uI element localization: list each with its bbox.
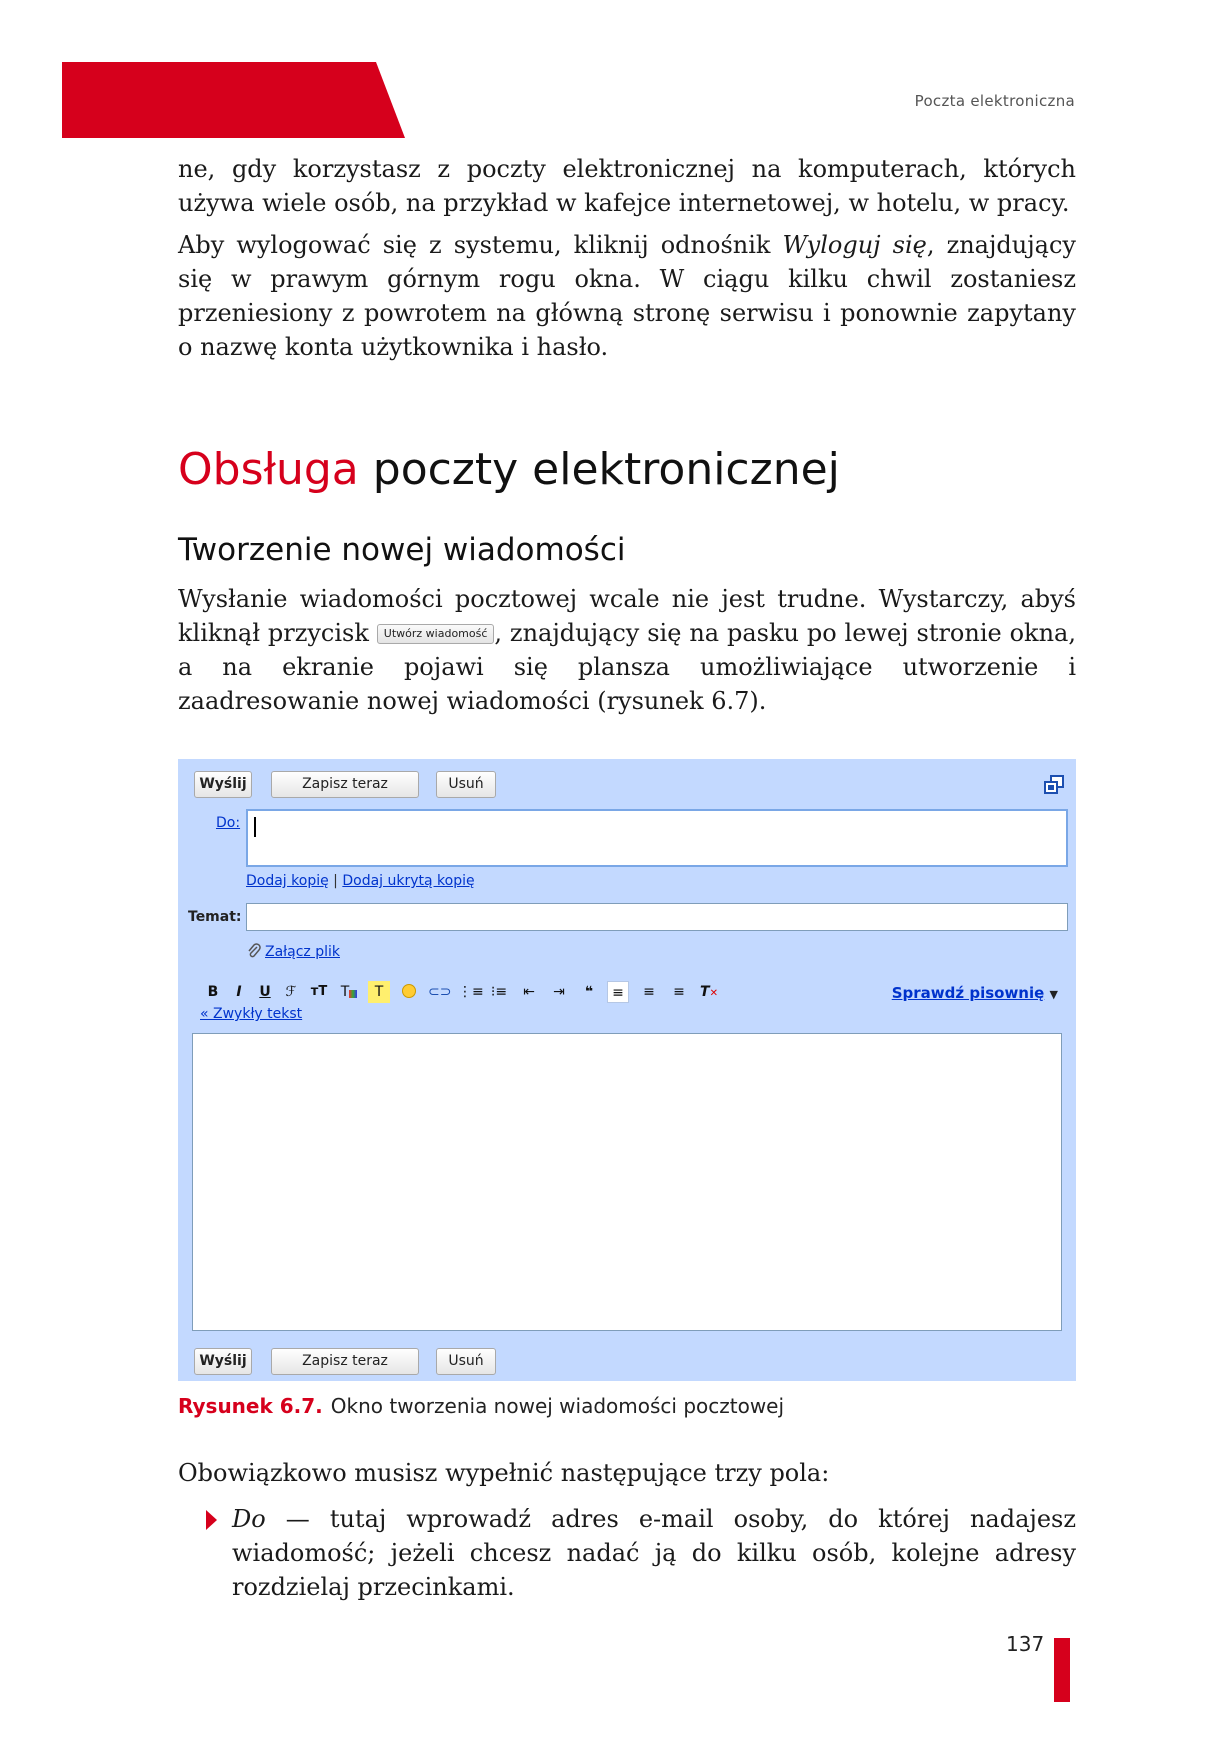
add-bcc-link[interactable]: Dodaj ukrytą kopię [342,873,475,889]
running-head: Poczta elektroniczna [914,92,1075,110]
quote-icon[interactable]: ❝ [584,984,594,1000]
logout-term: Wyloguj się [782,231,927,259]
emoticon-icon[interactable] [398,981,420,1003]
align-left-icon[interactable]: ≡ [607,981,629,1003]
attach-file-link[interactable]: Załącz plik [265,944,340,960]
remove-formatting-icon[interactable]: T✕ [700,984,718,1000]
paragraph-2 [178,228,1076,364]
to-label[interactable] [216,815,240,831]
bullet-arrow-icon [206,1510,217,1530]
text-color-icon[interactable]: T [338,981,360,1003]
align-right-icon[interactable]: ≡ [673,984,685,1000]
text-caret [254,817,256,837]
subject-label: Temat: [188,909,242,925]
underline-icon[interactable]: U [259,984,271,1000]
page-number: 137 [1006,1632,1045,1656]
header-red-tab [62,62,405,138]
p2-after: , znajdujący się w prawym górnym rogu okna. W ciągu kilku chwil zostaniesz przeniesiony z powrotem na główną stronę serwisu i ponownie zapytany o nazwę konta użytkownika i hasło. [178,231,1076,361]
intro-text [178,152,1076,364]
page-number-bar [1054,1638,1070,1702]
attach-file[interactable] [246,943,340,960]
caption-label: Rysunek 6.7. [178,1394,323,1418]
figure-caption [178,1394,784,1418]
subsection-title: Tworzenie nowej wiadomości [178,532,626,568]
spell-check[interactable] [892,984,1058,1002]
subject-input[interactable] [246,903,1068,931]
to-input[interactable] [246,809,1068,867]
spell-check-link[interactable]: Sprawdź pisownię [891,984,1045,1002]
paragraph-1: ne, gdy korzystasz z poczty elektronicznej na komputerach, których używa wiele osób, na przykład w kafejce internetowej, w hotelu, w pracy. [178,155,1076,217]
popout-icon[interactable] [1044,775,1064,795]
p2-before: Aby wylogować się z systemu, kliknij odnośnik [178,231,783,259]
to-label-link[interactable]: Do: [216,815,241,831]
link-icon[interactable]: ⊂⊃ [428,984,452,1000]
compose-window-figure [178,759,1076,1381]
compose-button-image: Utwórz wiadomość [377,624,495,644]
font-size-icon[interactable]: ᴛT [310,984,328,999]
link-separator: | [333,873,338,889]
paperclip-icon [246,943,262,959]
bulleted-list-icon[interactable]: ⁝≡ [490,984,508,1000]
p3-after: , znajdujący się na pasku po lewej stronie okna, a na ekranie pojawi się plansza umożliwiające utworzenie i zaadresowanie nowej wiadomości (rysunek 6.7). [178,619,1076,715]
save-now-button-top[interactable]: Zapisz teraz [271,771,419,798]
plain-text-link-label[interactable]: « Zwykły tekst [200,1006,303,1022]
paragraph-3 [178,582,1076,718]
italic-icon[interactable]: I [236,984,242,1000]
section-title-accent: Obsługa [178,444,359,495]
after-text [178,1456,1076,1490]
add-cc-link[interactable]: Dodaj kopię [246,873,329,889]
paragraph-4: Obowiązkowo musisz wypełnić następujące trzy pola: [178,1459,830,1487]
plain-text-link[interactable] [200,1006,302,1022]
cc-links [246,873,475,889]
bullet-term: Do [232,1505,266,1533]
save-now-button-bottom[interactable]: Zapisz teraz [271,1348,419,1375]
bullet-item [178,1502,1076,1604]
caption-text: Okno tworzenia nowej wiadomości pocztowej [330,1394,785,1418]
message-body-editor[interactable] [192,1033,1062,1331]
dropdown-arrow-icon: ▼ [1049,988,1058,1001]
delete-button-bottom[interactable]: Usuń [436,1348,496,1375]
bold-icon[interactable]: B [207,984,219,1000]
section-text [178,582,1076,718]
bullet-text: — tutaj wprowadź adres e-mail osoby, do której nadajesz wiadomość; jeżeli chcesz nadać ją do kilku osób, kolejne adresy rozdzielaj przecinkami. [232,1505,1076,1601]
numbered-list-icon[interactable]: ⋮≡ [458,984,484,1000]
align-center-icon[interactable]: ≡ [643,984,655,1000]
section-title [178,444,1076,496]
p3-before: Wysłanie wiadomości pocztowej wcale nie jest trudne. Wystarczy, abyś kliknął przycisk [178,585,1076,647]
font-icon[interactable]: ℱ [285,984,297,1000]
section-title-rest: poczty elektronicznej [358,444,840,495]
indent-icon[interactable]: ⇥ [553,984,565,1000]
send-button-bottom[interactable]: Wyślij [194,1348,252,1375]
highlight-icon[interactable]: T [368,981,390,1003]
send-button-top[interactable]: Wyślij [194,771,252,798]
delete-button-top[interactable]: Usuń [436,771,496,798]
outdent-icon[interactable]: ⇤ [523,984,535,1000]
